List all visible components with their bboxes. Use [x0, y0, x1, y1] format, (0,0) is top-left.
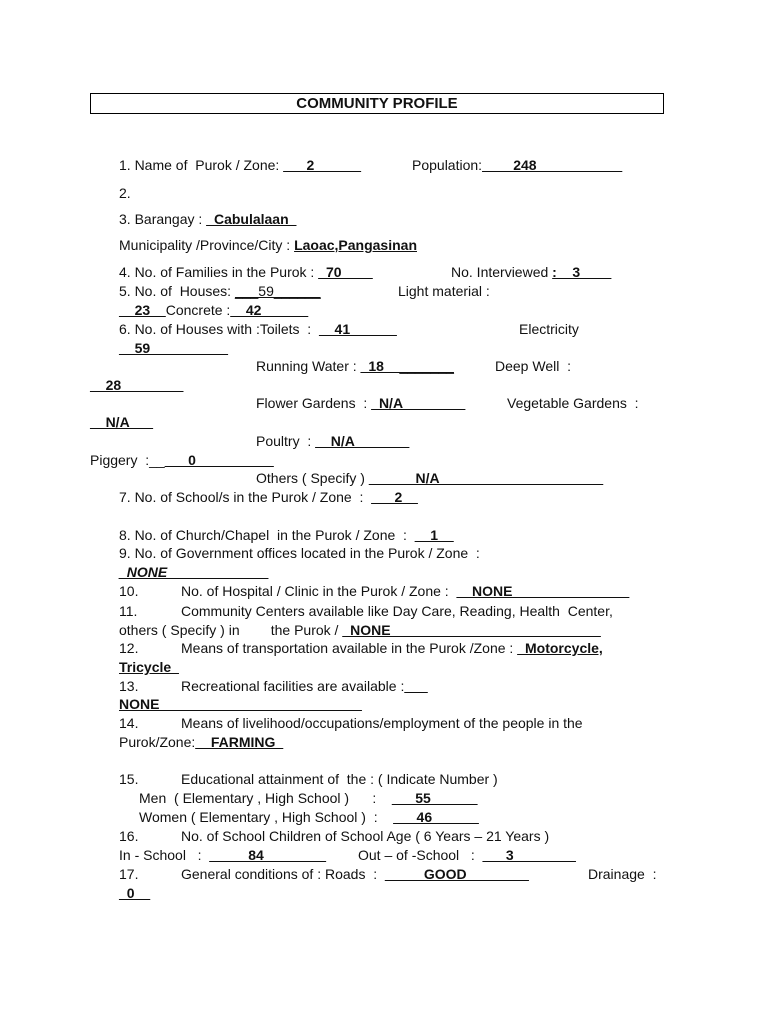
poultry-line	[256, 433, 409, 450]
q11-value: _NONE___________________________	[342, 622, 601, 638]
q16-label: No. of School Children of School Age ( 6 Years – 21 Years )	[181, 828, 550, 844]
flower-gardens-line	[256, 395, 465, 412]
q3-label: 3. Barangay :	[119, 211, 207, 227]
vegetable-gardens-value: __N/A___	[90, 414, 154, 430]
others-label: Others ( Specify )	[256, 470, 369, 486]
q12-label: Means of transportation available in the Purok /Zone :	[181, 640, 518, 656]
q15-label: Educational attainment of the : ( Indicate Number )	[181, 771, 498, 787]
q11-num: 11.	[119, 603, 138, 619]
q3-line	[119, 211, 296, 228]
q13-value2: NONE__________________________	[119, 696, 362, 712]
q12-line	[181, 640, 603, 657]
municipality-value: Laoac,Pangasinan	[294, 237, 417, 253]
interviewed-value: :__3____	[552, 264, 612, 280]
q9-label: 9. No. of Government offices located in the Purok / Zone :	[119, 545, 480, 561]
interviewed-line	[451, 264, 611, 281]
men-line	[139, 790, 478, 807]
women-value: ___46______	[393, 809, 479, 825]
population-label: Population:	[412, 157, 483, 173]
q13-label: Recreational facilities are available :	[181, 678, 405, 694]
concrete-value: __42______	[230, 302, 309, 318]
q17-num: 17.	[119, 866, 139, 882]
deep-well-label: Deep Well :	[495, 358, 571, 374]
q15-num: 15.	[119, 771, 139, 787]
q8-line	[119, 527, 454, 544]
toilets-value: __41______	[318, 321, 397, 337]
in-school-label: In - School :	[119, 847, 210, 863]
out-school-label: Out – of -School :	[358, 847, 483, 863]
q17-line	[181, 866, 529, 883]
poultry-label: Poultry :	[256, 433, 316, 449]
q13-value: ___	[404, 678, 428, 694]
q10-label: No. of Hospital / Clinic in the Purok / Zone :	[181, 583, 457, 599]
municipality-label: Municipality /Province/City :	[119, 237, 295, 253]
q2-label: 2.	[119, 185, 131, 201]
others-value: ______N/A_____________________	[368, 470, 604, 486]
roads-value: _____GOOD________	[384, 866, 529, 882]
q14-value: __FARMING_	[195, 734, 284, 750]
q7-line	[119, 489, 418, 506]
q14-label: Means of livelihood/occupations/employment of the people in the	[181, 715, 583, 731]
running-water-tail: _______	[399, 358, 454, 374]
q3-value: _Cabulalaan_	[206, 211, 297, 227]
women-label: Women ( Elementary , High School ) :	[139, 809, 394, 825]
q12-value2: Tricycle_	[119, 659, 179, 675]
q16-num: 16.	[119, 828, 139, 844]
interviewed-label: No. Interviewed	[451, 264, 553, 280]
municipality-line	[119, 237, 417, 254]
drainage-label: Drainage :	[588, 866, 657, 882]
men-label: Men ( Elementary , High School ) :	[139, 790, 392, 806]
q6-label: 6. No. of Houses with :Toilets :	[119, 321, 319, 337]
q8-value: __1__	[414, 527, 454, 543]
electricity-label: Electricity	[519, 321, 579, 337]
flower-gardens-value: _N/A________	[371, 395, 466, 411]
q4-label: 4. No. of Families in the Purok :	[119, 264, 319, 280]
q13-num: 13.	[119, 678, 139, 694]
q1-label: 1. Name of Purok / Zone:	[119, 157, 284, 173]
running-water-line	[256, 358, 454, 375]
drainage-value: _0__	[119, 885, 151, 901]
q5-value: ___59______	[234, 283, 321, 299]
piggery-line	[90, 452, 274, 469]
light-material-label: Light material :	[398, 283, 490, 299]
population-value: ____248___________	[482, 157, 623, 173]
q8-label: 8. No. of Church/Chapel in the Purok / Zone :	[119, 527, 415, 543]
electricity-value: __59__________	[119, 340, 229, 356]
men-value: ___55______	[391, 790, 478, 806]
q10-num: 10.	[119, 583, 139, 599]
q5-line2	[119, 302, 308, 319]
q7-label: 7. No. of School/s in the Purok / Zone :	[119, 489, 372, 505]
running-water-label: Running Water :	[256, 358, 361, 374]
in-school-line	[119, 847, 326, 864]
q9-value: _NONE_____________	[119, 564, 269, 580]
q12-num: 12.	[119, 640, 139, 656]
q14-line2	[119, 734, 283, 751]
women-line	[139, 809, 479, 826]
out-school-line	[358, 847, 576, 864]
q4-value: _70____	[318, 264, 373, 280]
q11-label2: others ( Specify ) in the Purok /	[119, 622, 343, 638]
flower-gardens-label: Flower Gardens :	[256, 395, 372, 411]
concrete-label: Concrete :	[165, 302, 231, 318]
q12-value: _Motorcycle,	[517, 640, 603, 656]
q17-label: General conditions of : Roads :	[181, 866, 385, 882]
q11-label: Community Centers available like Day Care, Reading, Health Center,	[181, 603, 613, 619]
out-school-value: ___3________	[482, 847, 576, 863]
piggery-label: Piggery :__	[90, 452, 165, 468]
piggery-value: ___0__________	[164, 452, 274, 468]
others-line	[256, 470, 603, 487]
q14-label2: Purok/Zone:	[119, 734, 196, 750]
running-water-value: _18__	[360, 358, 400, 374]
q14-num: 14.	[119, 715, 139, 731]
population-line	[412, 157, 622, 174]
vegetable-gardens-label: Vegetable Gardens :	[507, 395, 639, 411]
page-title: COMMUNITY PROFILE	[90, 93, 664, 114]
q5-label: 5. No. of Houses:	[119, 283, 235, 299]
light-material-value: __23__	[119, 302, 166, 318]
q4-line	[119, 264, 373, 281]
deep-well-value: __28________	[90, 377, 184, 393]
q6-line	[119, 321, 397, 338]
q1-value: ___2______	[283, 157, 362, 173]
q10-line	[181, 583, 629, 600]
q1-line	[119, 157, 361, 174]
in-school-value: _____84________	[209, 847, 327, 863]
q13-line	[181, 678, 428, 695]
q10-value: __NONE_______________	[456, 583, 630, 599]
q5-line	[119, 283, 321, 300]
q7-value: ___2__	[371, 489, 418, 505]
q11-line2	[119, 622, 601, 639]
poultry-value: __N/A_______	[315, 433, 410, 449]
